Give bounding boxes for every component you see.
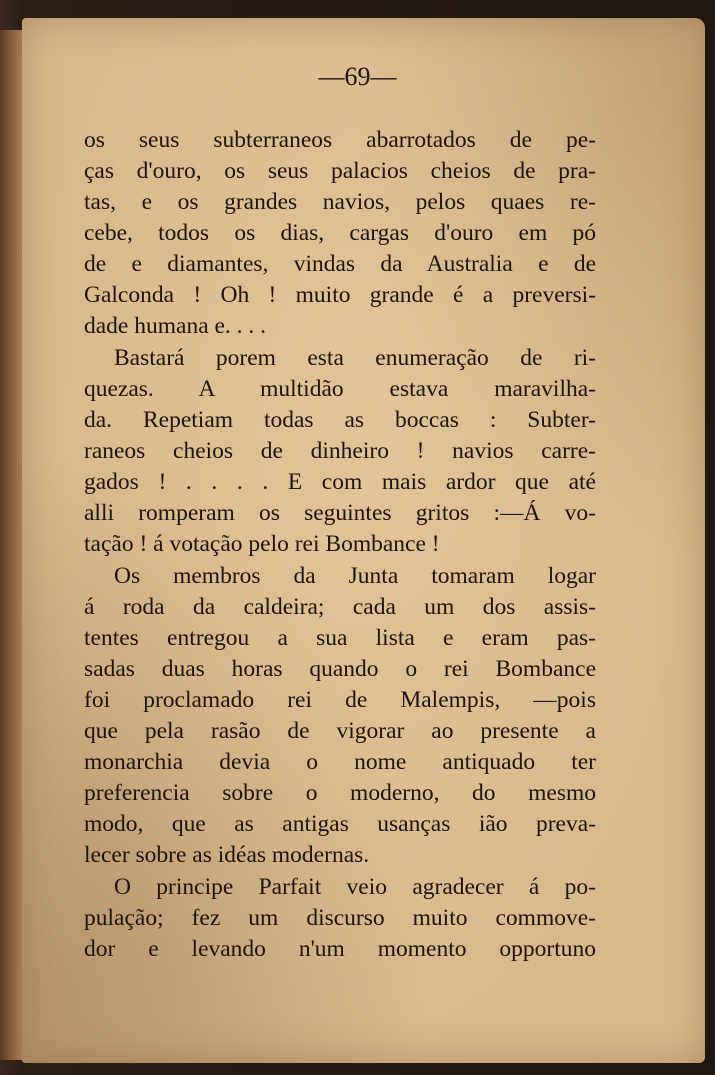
paragraph-2 [84, 343, 596, 560]
text-line: monarchia devia o nome antiquado ter [84, 749, 596, 775]
page-body-text [84, 125, 596, 965]
paragraph-4 [84, 872, 596, 965]
text-line: os seus subterraneos abarrotados de pe- [84, 127, 596, 153]
paragraph-3 [84, 561, 596, 871]
text-line: pulação; fez um discurso muito commove- [84, 905, 596, 931]
text-line: O principe Parfait veio agradecer á po- [114, 874, 596, 900]
text-line: Galconda ! Oh ! muito grande é a preversi- [84, 282, 596, 308]
text-line: dade humana e. . . . [84, 313, 267, 339]
text-line: de e diamantes, vindas da Australia e de [84, 251, 596, 277]
text-line: cebe, todos os dias, cargas d'ouro em pó [84, 220, 596, 246]
page-number: —69— [318, 62, 397, 91]
text-line: raneos cheios de dinheiro ! navios carre- [84, 438, 596, 464]
text-line: lecer sobre as idéas modernas. [84, 842, 370, 868]
text-line: da. Repetiam todas as boccas : Subter- [84, 407, 596, 433]
text-line: quezas. A multidão estava maravilha- [84, 376, 596, 402]
text-line: alli romperam os seguintes gritos :—Á vo- [84, 500, 596, 526]
text-line: foi proclamado rei de Malempis, —pois [84, 687, 596, 713]
text-line: Os membros da Junta tomaram logar [114, 563, 596, 589]
text-line: tentes entregou a sua lista e eram pas- [84, 625, 596, 651]
text-line: tas, e os grandes navios, pelos quaes re- [84, 189, 596, 215]
text-line: preferencia sobre o moderno, do mesmo [84, 780, 596, 806]
text-line: tação ! á votação pelo rei Bombance ! [84, 531, 440, 557]
text-line: Bastará porem esta enumeração de ri- [114, 345, 596, 371]
text-line: que pela rasão de vigorar ao presente a [84, 718, 596, 744]
text-line: á roda da caldeira; cada um dos assis- [84, 594, 596, 620]
text-line: sadas duas horas quando o rei Bombance [84, 656, 596, 682]
text-line: dor e levando n'um momento opportuno [84, 936, 596, 962]
text-line: ças d'ouro, os seus palacios cheios de pra- [84, 158, 596, 184]
paragraph-1 [84, 125, 596, 342]
text-line: gados ! . . . . E com mais ardor que até [84, 469, 596, 495]
text-line: modo, que as antigas usanças ião preva- [84, 811, 596, 837]
